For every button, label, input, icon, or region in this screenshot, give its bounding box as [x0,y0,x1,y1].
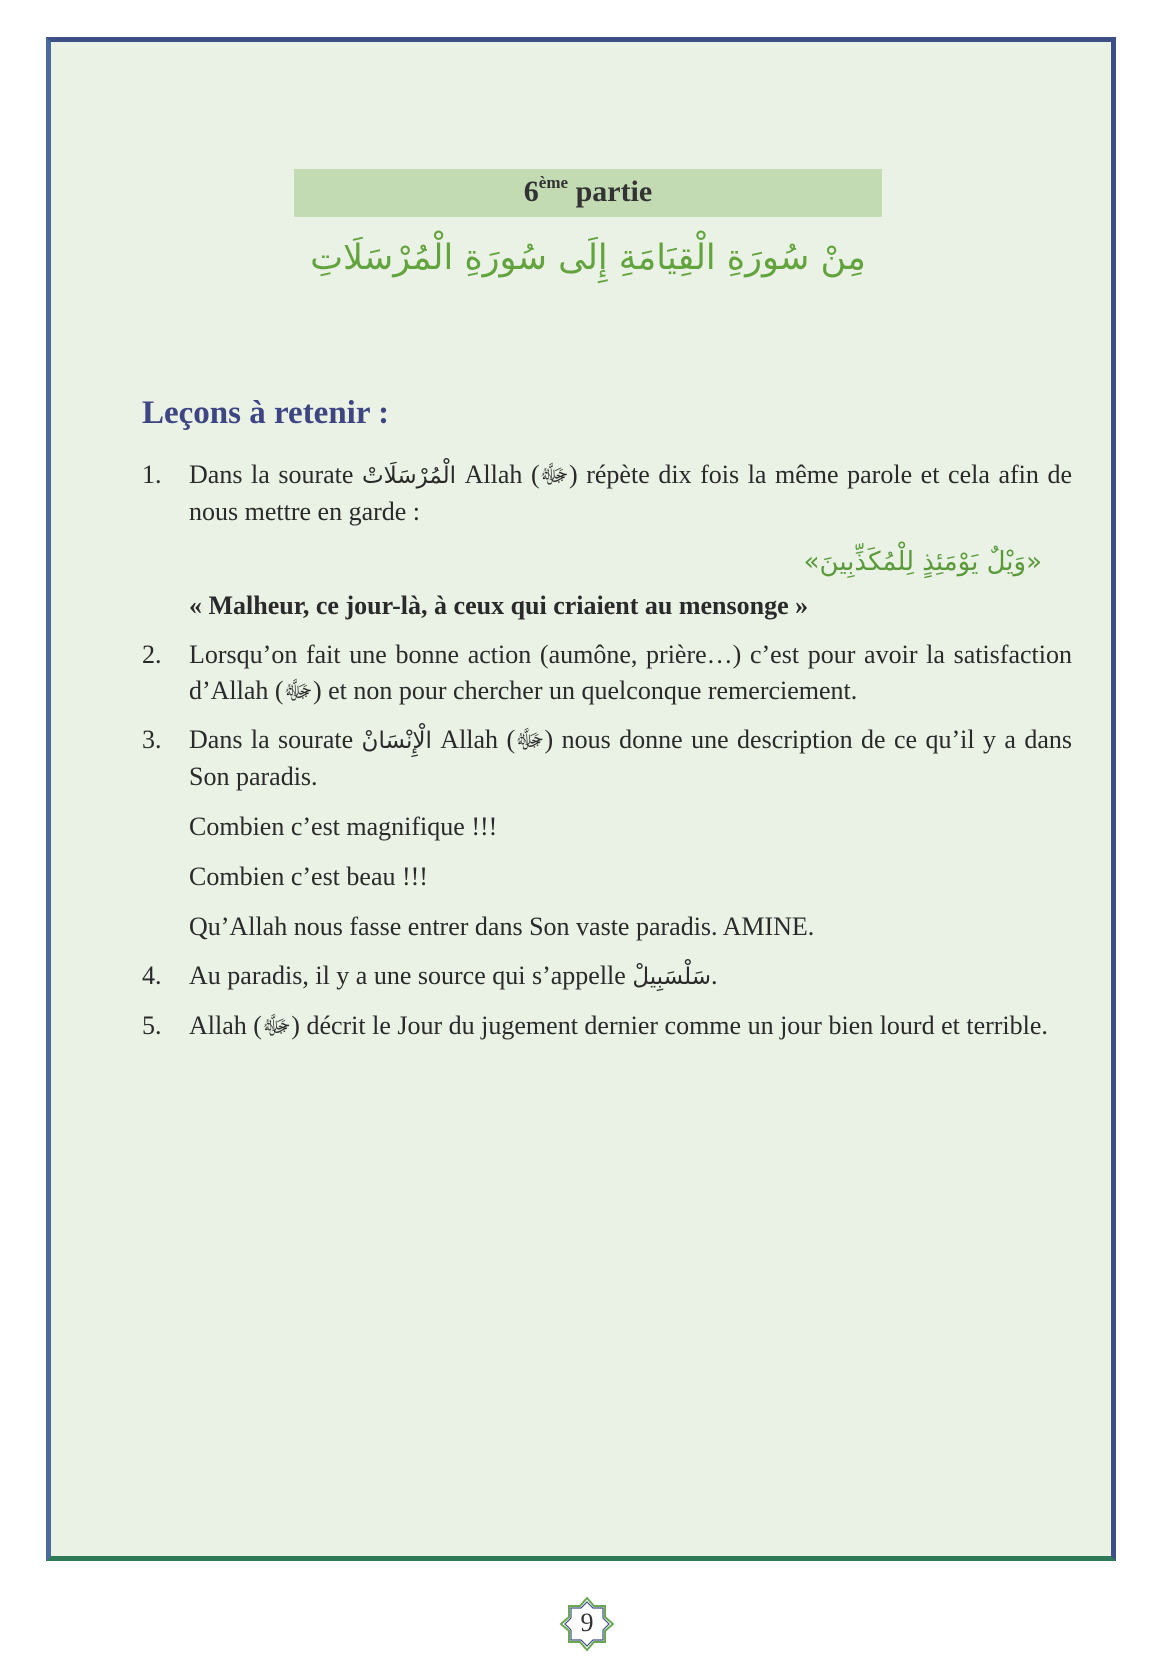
lessons-list [142,457,1072,1044]
part-number: 6 [523,175,539,208]
arabic-part-title: مِنْ سُورَةِ الْقِيَامَةِ إِلَى سُورَةِ الْمُرْسَلَاتِ [310,238,866,278]
lesson-text-after: Allah (ﷻ) nous donne une description de ce qu’il y a dans Son paradis. [189,725,1073,791]
lesson-text-before: Dans la sourate [189,460,363,489]
exclamation-line: Combien c’est beau !!! [189,862,428,891]
lesson-item-1 [142,457,1072,624]
lesson-number: 2. [142,640,162,669]
lesson-text [189,457,1072,530]
lesson-item-4 [142,958,1072,995]
surah-name-arabic: الْمُرْسَلَاتْ [362,463,457,489]
lesson-text-before: Dans la sourate [189,725,362,754]
lesson-text [189,722,1072,795]
lesson-text-after: Allah (ﷻ) répète dix fois la même parole et cela afin de nous mettre en garde : [189,460,1072,526]
surah-name-arabic: الْإِنْسَانْ [361,728,432,754]
lesson-text: Lorsqu’on fait une bonne action (aumône, prière…) c’est pour avoir la satisfaction d’Allah (ﷻ) et non pour chercher un quelconque remerciement. [189,640,1072,705]
lesson-text [189,958,1072,995]
lesson-number: 5. [142,1011,162,1040]
lesson-number: 1. [142,460,162,489]
verse-translation: « Malheur, ce jour-là, à ceux qui criaient au mensonge » [189,591,809,620]
lesson-text: Allah (ﷻ) décrit le Jour du jugement dernier comme un jour bien lourd et terrible. [189,1011,1048,1040]
spring-name-arabic: سَلْسَبِيلْ [632,964,712,990]
lesson-text-before: Au paradis, il y a une source qui s’appelle [189,961,633,990]
page-number-badge [557,1594,617,1654]
prayer-line: Qu’Allah nous fasse entrer dans Son vaste paradis. AMINE. [189,912,815,941]
part-header-band [294,169,882,217]
exclamation-line: Combien c’est magnifique !!! [189,812,498,841]
page-number: 9 [580,1608,594,1637]
page-frame [46,37,1116,1561]
lesson-item-2 [142,637,1072,709]
part-label: partie [575,175,653,208]
lesson-number: 3. [142,725,162,754]
lesson-item-5 [142,1008,1072,1044]
lesson-text-after: . [711,961,718,990]
verse-arabic: «وَيْلٌ يَوْمَئِذٍ لِلْمُكَذِّبِينَ» [803,547,1042,577]
section-heading: Leçons à retenir : [142,395,390,431]
lesson-item-3 [142,722,1072,945]
part-suffix: ème [538,173,569,192]
lesson-number: 4. [142,961,162,990]
